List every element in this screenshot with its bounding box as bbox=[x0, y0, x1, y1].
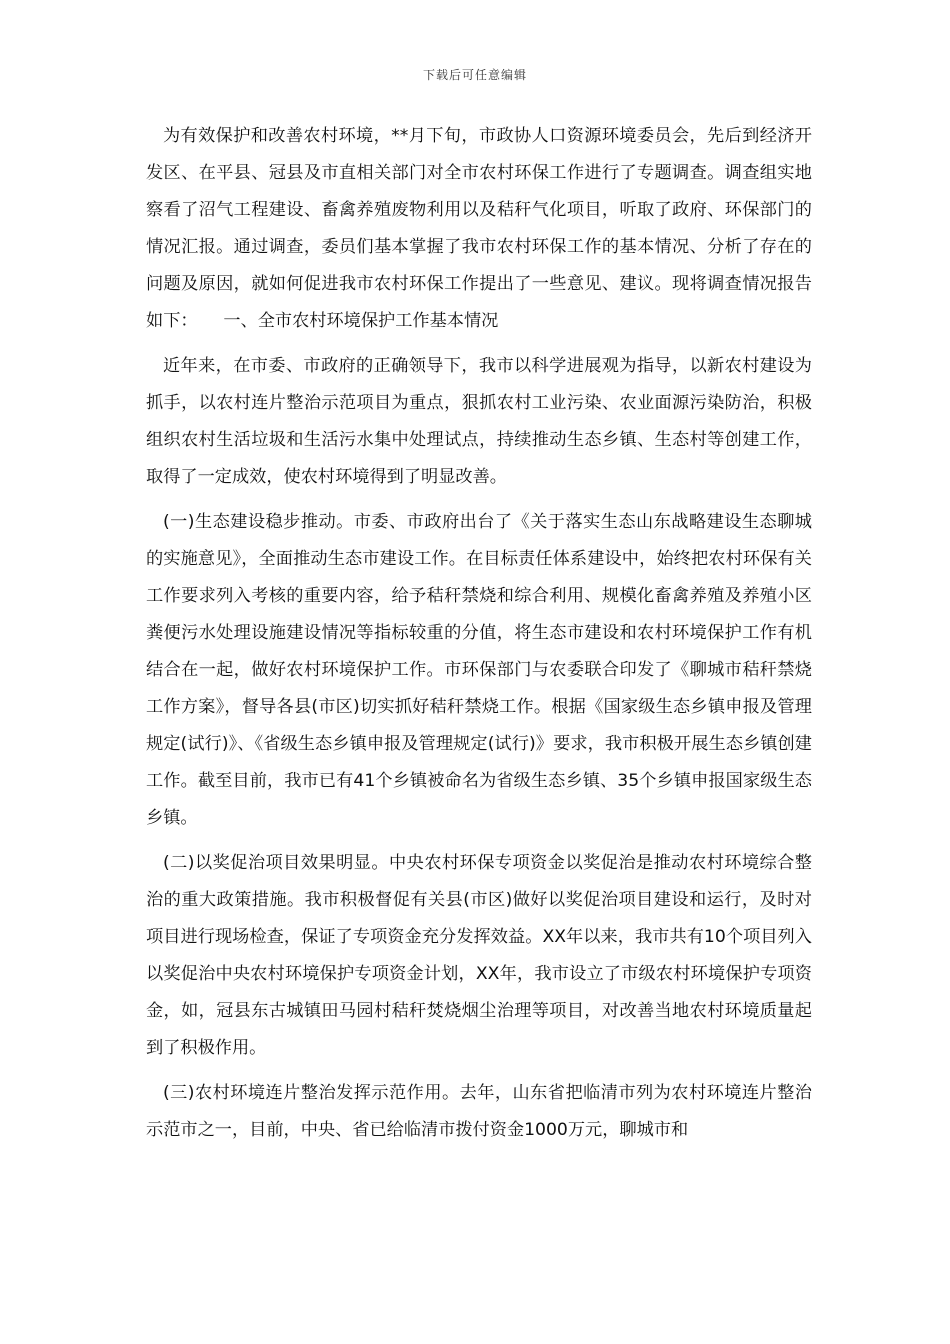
page-header bbox=[0, 66, 950, 83]
paragraph-overview: 近年来，在市委、市政府的正确领导下，我市以科学进展观为指导，以新农村建设为抓手，以农村连片整治示范项目为重点，狠抓农村工业污染、农业面源污染防治，积极组织农村生活垃圾和生活污水集中处理试点，持续推动生态乡镇、生态村等创建工作，取得了一定成效，使农村环境得到了明显改善。 bbox=[146, 356, 812, 487]
document-body bbox=[146, 118, 812, 1157]
paragraph-intro: 为有效保护和改善农村环境，**月下旬，市政协人口资源环境委员会，先后到经济开发区、在平县、冠县及市直相关部门对全市农村环保工作进行了专题调查。调查组实地察看了沼气工程建设、畜禽养殖废物利用以及秸秆气化项目，听取了政府、环保部门的情况汇报。通过调查，委员们基本掌握了我市农村环保工作的基本情况、分析了存在的问题及原因，就如何促进我市农村环保工作提出了一些意见、建议。现将调查情况报告如下： 一、全市农村环境保护工作基本情况 bbox=[146, 126, 812, 331]
header-note: 下载后可任意编辑 bbox=[422, 68, 527, 82]
paragraph-rewards: (二)以奖促治项目效果明显。中央农村环保专项资金以奖促治是推动农村环境综合整治的重大政策措施。我市积极督促有关县(市区)做好以奖促治项目建设和运行，及时对项目进行现场检查，保证了专项资金充分发挥效益。XX年以来，我市共有10个项目列入以奖促治中央农村环境保护专项资金计划，XX年，我市设立了市级农村环境保护专项资金，如，冠县东古城镇田马园村秸秆焚烧烟尘治理等项目，对改善当地农村环境质量起到了积极作用。 bbox=[146, 853, 812, 1058]
paragraph-ecology: (一)生态建设稳步推动。市委、市政府出台了《关于落实生态山东战略建设生态聊城的实施意见》，全面推动生态市建设工作。在目标责任体系建设中，始终把农村环保有关工作要求列入考核的重要内容，给予秸秆禁烧和综合利用、规模化畜禽养殖及养殖小区粪便污水处理设施建设情况等指标较重的分值，将生态市建设和农村环境保护工作有机结合在一起，做好农村环境保护工作。市环保部门与农委联合印发了《聊城市秸秆禁烧工作方案》，督导各县(市区)切实抓好秸秆禁烧工作。根据《国家级生态乡镇申报及管理规定(试行)》、《省级生态乡镇申报及管理规定(试行)》要求，我市积极开展生态乡镇创建工作。截至目前，我市已有41个乡镇被命名为省级生态乡镇、35个乡镇申报国家级生态乡镇。 bbox=[146, 512, 812, 828]
paragraph-demonstration: (三)农村环境连片整治发挥示范作用。去年，山东省把临清市列为农村环境连片整治示范市之一，目前，中央、省已给临清市拨付资金1000万元，聊城市和 bbox=[146, 1083, 812, 1140]
